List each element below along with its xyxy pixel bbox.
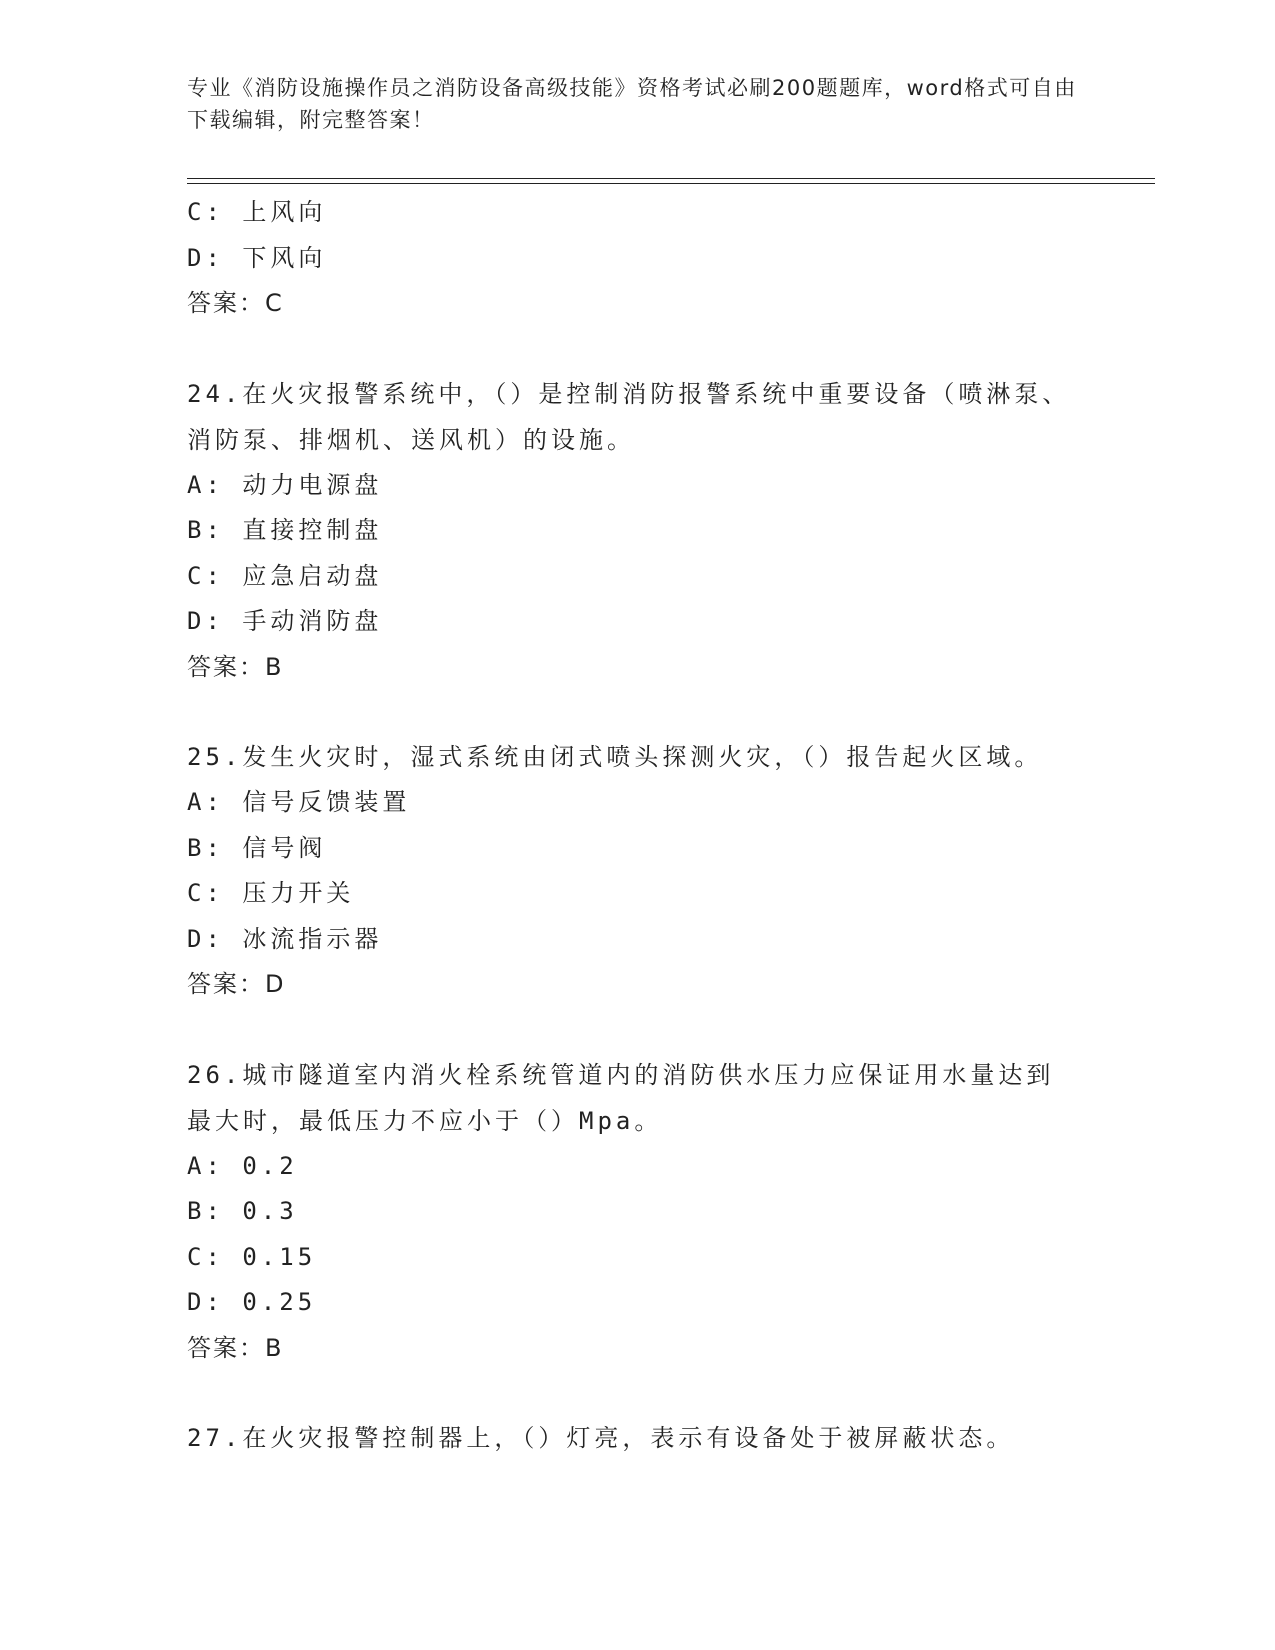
option-c [187,1235,1077,1281]
document-header [187,72,1077,136]
option-label: A: [187,1151,224,1180]
option-text: 0.2 [242,1151,298,1180]
question-24 [187,371,1077,691]
option-label: C: [187,1242,224,1271]
option-label: B: [187,516,224,544]
header-text: 专业《消防设施操作员之消防设备高级技能》资格考试必刷200题题库，word格式可自由下载编辑，附完整答案！ [187,76,1077,132]
option-text: 下风向 [242,243,327,272]
question-stem: 26.城市隧道室内消火栓系统管道内的消防供水压力应保证用水量达到最大时，最低压力不应小于（）Mpa。 [187,1060,1055,1135]
option-label: D: [187,607,224,635]
option-b [187,508,1077,554]
answer: 答案：B [187,652,284,681]
option-d [187,917,1077,963]
question-25 [187,734,1077,1008]
spacer [187,690,1077,734]
option-b [187,826,1077,872]
spacer [187,1371,1077,1415]
question-27 [187,1415,1077,1461]
option-d [187,1280,1077,1326]
option-label: C: [187,879,224,907]
option-b [187,1189,1077,1235]
option-c [187,871,1077,917]
option-text: 冰流指示器 [242,924,383,953]
question-stem: 25.发生火灾时，湿式系统由闭式喷头探测火灾，（）报告起火区域。 [187,743,1043,771]
option-text: 应急启动盘 [242,561,383,590]
option-a [187,1144,1077,1190]
option-text: 信号阀 [242,833,327,862]
option-a [187,463,1077,509]
option-label: D: [187,924,224,953]
question-content [187,190,1077,1461]
option-text: 手动消防盘 [242,607,383,635]
answer: 答案：D [187,970,286,998]
option-d [187,236,1077,282]
option-text: 直接控制盘 [242,516,383,544]
spacer [187,1008,1077,1052]
option-text: 压力开关 [242,879,355,907]
option-label: C: [187,198,224,226]
option-label: D: [187,1288,224,1316]
option-text: 0.3 [242,1197,298,1225]
option-label: A: [187,470,224,499]
option-text: 动力电源盘 [242,470,383,499]
question-stem: 24.在火灾报警系统中，（）是控制消防报警系统中重要设备（喷淋泵、消防泵、排烟机、送风机）的设施。 [187,379,1071,454]
header-divider-top [187,178,1155,179]
header-divider-bottom [187,183,1155,184]
option-c [187,554,1077,600]
option-c [187,190,1077,236]
option-text: 上风向 [242,198,327,226]
previous-question-tail [187,190,1077,327]
question-stem: 27.在火灾报警控制器上，（）灯亮，表示有设备处于被屏蔽状态。 [187,1424,1015,1452]
option-text: 信号反馈装置 [242,788,411,816]
option-label: B: [187,1197,224,1225]
spacer [187,327,1077,371]
option-label: C: [187,561,224,590]
option-a [187,780,1077,826]
option-text: 0.25 [242,1288,317,1316]
option-label: A: [187,788,224,816]
answer: 答案：C [187,289,284,317]
option-d [187,599,1077,645]
question-26 [187,1052,1077,1372]
answer: 答案：B [187,1333,284,1362]
option-label: B: [187,833,224,862]
option-label: D: [187,243,224,272]
option-text: 0.15 [242,1242,317,1271]
